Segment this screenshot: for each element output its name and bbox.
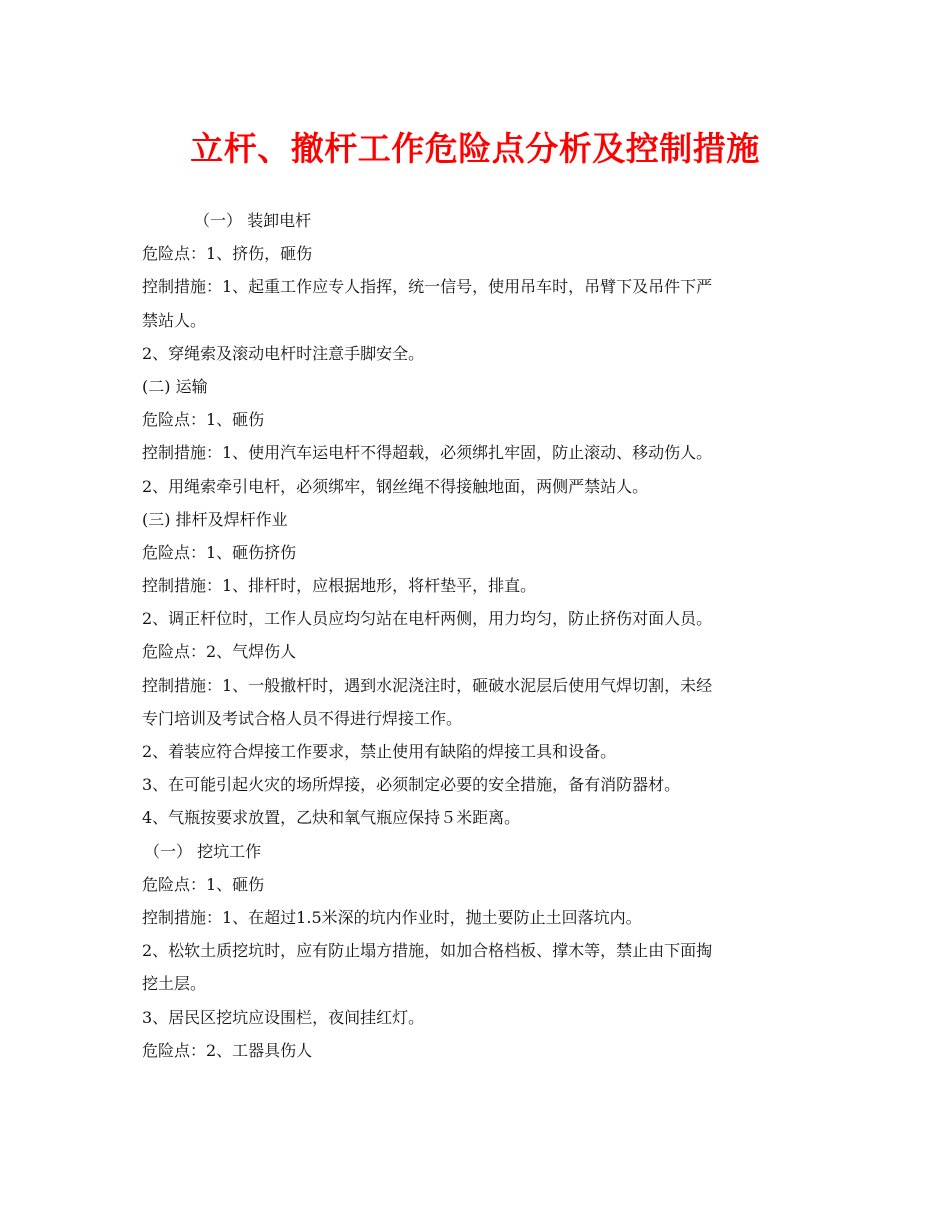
hazard-line: 危险点：1、挤伤，砸伤 xyxy=(142,244,313,264)
document-body xyxy=(142,204,822,1067)
control-line: 2、调正杆位时，工作人员应均匀站在电杆两侧，用力均匀，防止挤伤对面人员。 xyxy=(142,609,713,629)
section-heading: (三) 排杆及焊杆作业 xyxy=(142,509,288,529)
control-line: 2、穿绳索及滚动电杆时注意手脚安全。 xyxy=(142,343,425,363)
hazard-line: 危险点：1、砸伤 xyxy=(142,410,265,430)
control-line: 3、在可能引起火灾的场所焊接，必须制定必要的安全措施，备有消防器材。 xyxy=(142,775,681,795)
section-heading: (二) 运输 xyxy=(142,376,208,396)
hazard-line: 危险点：1、砸伤挤伤 xyxy=(142,542,297,562)
hazard-line: 危险点：2、气焊伤人 xyxy=(142,642,297,662)
document-title: 立杆、撤杆工作危险点分析及控制措施 xyxy=(190,129,760,168)
control-line: 2、松软土质挖坑时，应有防止塌方措施，如加合格档板、撑木等，禁止由下面掏 xyxy=(142,941,713,961)
control-line-continued: 专门培训及考试合格人员不得进行焊接工作。 xyxy=(142,708,463,728)
control-line: 控制措施：1、起重工作应专人指挥，统一信号，使用吊车时，吊臂下及吊件下严 xyxy=(142,277,713,297)
control-line: 控制措施：1、在超过1.5米深的坑内作业时，抛土要防止土回落坑内。 xyxy=(142,907,642,927)
hazard-line: 危险点：2、工器具伤人 xyxy=(142,1040,313,1060)
control-line-continued: 禁站人。 xyxy=(142,310,207,330)
control-line: 4、气瓶按要求放置，乙炔和氧气瓶应保持５米距离。 xyxy=(142,808,521,828)
control-line: 控制措施：1、一般撤杆时，遇到水泥浇注时，砸破水泥层后使用气焊切割，未经 xyxy=(142,675,713,695)
control-line: 2、用绳索牵引电杆，必须绑牢，钢丝绳不得接触地面，两侧严禁站人。 xyxy=(142,476,649,496)
control-line: 2、着装应符合焊接工作要求，禁止使用有缺陷的焊接工具和设备。 xyxy=(142,742,617,761)
control-line: 控制措施：1、排杆时，应根据地形，将杆垫平，排直。 xyxy=(142,576,537,596)
section-heading: （一） 装卸电杆 xyxy=(194,211,312,230)
control-line-continued: 挖土层。 xyxy=(142,974,207,994)
control-line: 3、居民区挖坑应设围栏，夜间挂红灯。 xyxy=(142,1007,425,1027)
section-heading: （一） 挖坑工作 xyxy=(144,841,262,861)
control-line: 控制措施：1、使用汽车运电杆不得超载，必须绑扎牢固，防止滚动、移动伤人。 xyxy=(142,443,713,463)
hazard-line: 危险点：1、砸伤 xyxy=(142,874,265,894)
